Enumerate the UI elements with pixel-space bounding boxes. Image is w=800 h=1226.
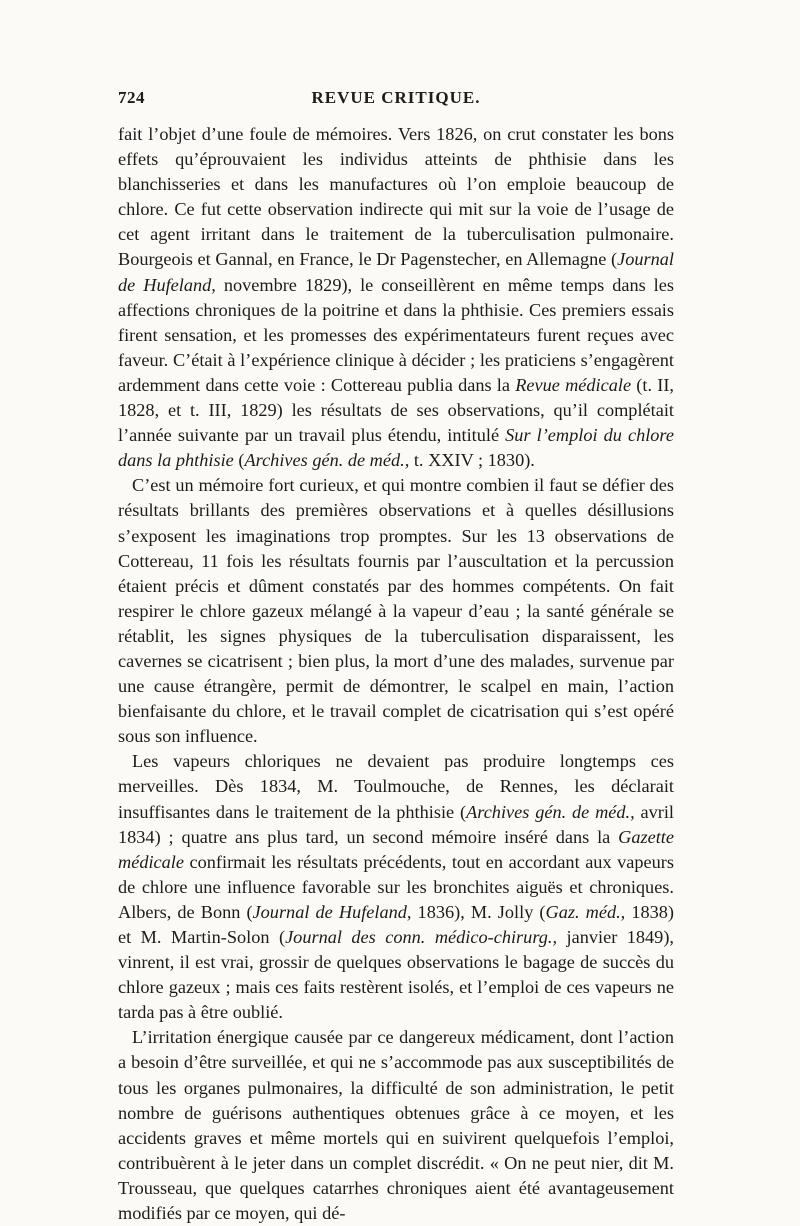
italic-citation: Gaz. méd., [545,901,626,922]
italic-citation: Journal des conn. médico-chirurg., [285,927,558,947]
text-run: 1838) et M. Martin-Solon ( [118,901,674,947]
paragraph [118,122,674,473]
text-run: C’est un mémoire fort curieux, et qui montre combien il faut se défier des résultats brillants des premières observations et à quelles désillusions s’exposent les imaginations trop promptes. Sur les 13 observations de Cottereau, 11 fois les résultats fournis par l’auscultation et la percussion étaient précis et dûment constatés par des hommes compétents. On fait respirer le chlore gazeux mélangé à la vapeur d’eau ; la santé générale se rétablit, les signes physiques de la tuberculisation disparaissent, les cavernes se cicatrisent ; bien plus, la mort d’une des malades, survenue par une cause étrangère, permit de démontrer, le scalpel en main, l’action bienfaisante du chlore, et le travail complet de cicatrisation qui s’est opéré sous son influence. [118,475,674,747]
italic-citation: Archives gén. de méd., [466,801,635,822]
text-run: (t. II, 1828, et t. III, 1829) les résultats de ses observations, qu’il complétait l’année suivante par un travail plus étendu, intitulé [118,374,674,446]
text-run: L’irritation énergique causée par ce dangereux médicament, dont l’action a besoin d’être surveillée, et qui ne s’accommode pas aux susceptibilités de tous les organes pulmonaires, la difficulté de son administration, le petit nombre de guérisons authentiques obtenues grâce à ce moyen, et les accidents graves et même mortels qui en suivirent quelquefois l’emploi, contribuèrent à le jeter dans un complet discrédit. « On ne peut nier, dit M. Trousseau, que quelques catarrhes chroniques aient été avantageusement modifiés par ce moyen, qui dé- [118,1027,674,1224]
text-run: fait l’objet d’une foule de mémoires. Vers 1826, on crut constater les bons effets qu’éprouvaient les individus atteints de phthisie dans les blanchisseries et dans les manufactures où l’on emploie beaucoup de chlore. Ce fut cette observation indirecte qui mit sur la voie de l’usage de cet agent irritant dans le traitement de la tuberculisation pulmonaire. Bourgeois et Gannal, en France, le Dr Pagenstecher, en Allemagne ( [118,124,674,270]
text-run: Les vapeurs chloriques ne devaient pas produire longtemps ces merveilles. Dès 1834, M. Toulmouche, de Rennes, les déclarait insuffisantes dans le traitement de la phthisie ( [118,751,674,822]
italic-citation: Journal de Hufeland, [252,901,412,922]
italic-citation: Journal de Hufeland, [118,249,674,295]
paragraph [118,473,674,749]
italic-citation: Gazette médicale [118,826,674,872]
text-run: 1836), M. Jolly ( [411,901,546,922]
paragraph [118,749,674,1025]
running-head [118,88,674,118]
text-run: ( [233,450,245,471]
italic-citation: Archives gén. de méd., [244,450,410,471]
italic-citation: Revue médicale [515,374,632,395]
paragraph [118,1025,674,1226]
page-number: 724 [118,88,145,107]
text-run: t. XXIV ; 1830). [409,450,535,471]
running-title: REVUE CRITIQUE. [311,88,481,107]
text-run: avril 1834) ; quatre ans plus tard, un second mémoire inséré dans la [118,801,674,847]
body-text [118,122,674,1226]
text-run: janvier 1849), vinrent, il est vrai, grossir de quelques observations le bagage de succès du chlore gazeux ; mais ces faits restèrent isolés, et l’emploi de ces vapeurs ne tarda pas à être oublié. [118,927,674,1023]
text-run: novembre 1829), le conseillèrent en même temps dans les affections chroniques de la poitrine et dans la phthisie. Ces premiers essais firent sensation, et les promesses des expérimentateurs furent reçues avec faveur. C’était à l’expérience clinique à décider ; les praticiens s’engagèrent ardemment dans cette voie : Cottereau publia dans la [118,274,674,395]
text-run: confirmait les résultats précédents, tout en accordant aux vapeurs de chlore une influence favorable sur les bronchites aiguës et chroniques. Albers, de Bonn ( [118,851,674,922]
italic-citation: Sur l’emploi du chlore dans la phthisie [118,425,674,471]
